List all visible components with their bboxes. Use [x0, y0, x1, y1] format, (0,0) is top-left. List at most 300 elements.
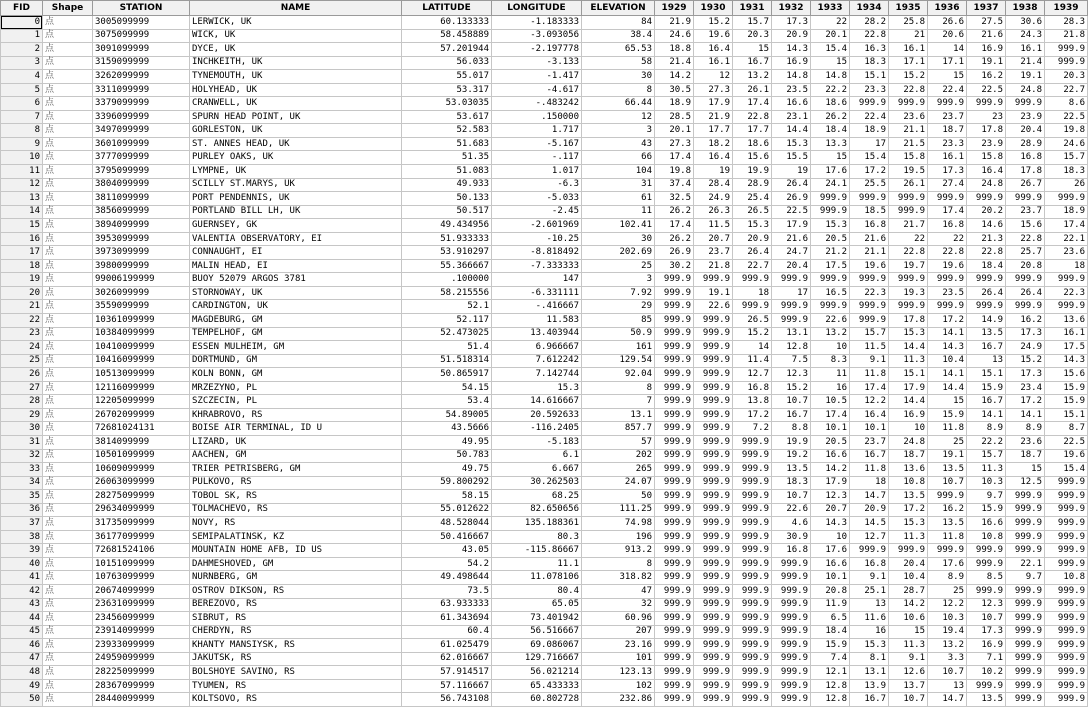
name-cell[interactable]: SIBRUT, RS: [190, 612, 402, 626]
name-cell[interactable]: BUOY 52079 ARGOS 3781: [190, 273, 402, 287]
cell[interactable]: 15.3: [850, 639, 889, 653]
shape-cell[interactable]: 点: [43, 246, 93, 260]
row-id-cell[interactable]: 30: [1, 422, 43, 436]
cell[interactable]: 12.2: [850, 395, 889, 409]
cell[interactable]: 999.9: [733, 503, 772, 517]
shape-cell[interactable]: 点: [43, 503, 93, 517]
cell[interactable]: 8.9: [928, 571, 967, 585]
cell[interactable]: 22.8: [928, 246, 967, 260]
cell[interactable]: 25.7: [1006, 246, 1045, 260]
station-cell[interactable]: 28367099999: [93, 679, 190, 693]
cell[interactable]: 50.9: [582, 327, 655, 341]
cell[interactable]: 999.9: [733, 584, 772, 598]
cell[interactable]: 999.9: [1006, 598, 1045, 612]
cell[interactable]: -5.167: [492, 137, 582, 151]
cell[interactable]: 14.2: [889, 598, 928, 612]
table-row[interactable]: [1, 463, 1088, 477]
table-row[interactable]: [1, 137, 1088, 151]
cell[interactable]: 16.2: [1006, 314, 1045, 328]
cell[interactable]: 27.3: [655, 137, 694, 151]
cell[interactable]: 8.9: [967, 422, 1006, 436]
cell[interactable]: 49.498644: [402, 571, 492, 585]
name-cell[interactable]: PORTLAND BILL LH, UK: [190, 205, 402, 219]
table-row[interactable]: [1, 124, 1088, 138]
table-row[interactable]: [1, 341, 1088, 355]
row-id-cell[interactable]: 19: [1, 273, 43, 287]
cell[interactable]: 30.5: [655, 83, 694, 97]
station-cell[interactable]: 26063099999: [93, 476, 190, 490]
cell[interactable]: 11: [811, 368, 850, 382]
cell[interactable]: 14.4: [772, 124, 811, 138]
cell[interactable]: 999.9: [655, 300, 694, 314]
station-cell[interactable]: 10513099999: [93, 368, 190, 382]
cell[interactable]: 54.2: [402, 557, 492, 571]
cell[interactable]: 23.7: [1006, 205, 1045, 219]
column-header-1937[interactable]: 1937: [967, 1, 1006, 16]
cell[interactable]: 129.54: [582, 354, 655, 368]
cell[interactable]: 16.6: [811, 449, 850, 463]
cell[interactable]: 19.1: [1006, 70, 1045, 84]
cell[interactable]: 18.3: [850, 56, 889, 70]
cell[interactable]: 47: [582, 584, 655, 598]
cell[interactable]: 23.7: [850, 435, 889, 449]
row-id-cell[interactable]: 7: [1, 110, 43, 124]
cell[interactable]: 15.2: [772, 381, 811, 395]
cell[interactable]: 11.8: [928, 422, 967, 436]
shape-cell[interactable]: 点: [43, 652, 93, 666]
cell[interactable]: 18: [733, 286, 772, 300]
shape-cell[interactable]: 点: [43, 625, 93, 639]
cell[interactable]: 15.2: [733, 327, 772, 341]
cell[interactable]: 10.7: [889, 693, 928, 707]
shape-cell[interactable]: 点: [43, 97, 93, 111]
cell[interactable]: 15.7: [733, 16, 772, 30]
cell[interactable]: 23.7: [694, 246, 733, 260]
cell[interactable]: 999.9: [733, 598, 772, 612]
cell[interactable]: 22.7: [733, 259, 772, 273]
cell[interactable]: 17.6: [811, 165, 850, 179]
cell[interactable]: 999.9: [928, 300, 967, 314]
station-cell[interactable]: 3601099999: [93, 137, 190, 151]
cell[interactable]: 15.9: [928, 408, 967, 422]
row-id-cell[interactable]: 22: [1, 314, 43, 328]
cell[interactable]: 18.4: [811, 124, 850, 138]
station-cell[interactable]: 3814099999: [93, 435, 190, 449]
cell[interactable]: 18.6: [811, 97, 850, 111]
cell[interactable]: 9.1: [850, 354, 889, 368]
cell[interactable]: 15.6: [1045, 368, 1088, 382]
cell[interactable]: 22.1: [1006, 557, 1045, 571]
cell[interactable]: 26.7: [1006, 178, 1045, 192]
station-cell[interactable]: 3973099999: [93, 246, 190, 260]
cell[interactable]: 18.4: [967, 259, 1006, 273]
cell[interactable]: 999.9: [694, 273, 733, 287]
cell[interactable]: 161: [582, 341, 655, 355]
name-cell[interactable]: TEMPELHOF, GM: [190, 327, 402, 341]
cell[interactable]: 59.800292: [402, 476, 492, 490]
cell[interactable]: 999.9: [889, 300, 928, 314]
station-cell[interactable]: 3953099999: [93, 232, 190, 246]
shape-cell[interactable]: 点: [43, 124, 93, 138]
cell[interactable]: 999.9: [1006, 300, 1045, 314]
cell[interactable]: 11.5: [694, 219, 733, 233]
cell[interactable]: 15.1: [1045, 408, 1088, 422]
cell[interactable]: 999.9: [655, 652, 694, 666]
row-id-cell[interactable]: 49: [1, 679, 43, 693]
cell[interactable]: 28.2: [850, 16, 889, 30]
row-id-cell[interactable]: 16: [1, 232, 43, 246]
table-row[interactable]: [1, 327, 1088, 341]
name-cell[interactable]: TOBOL SK, RS: [190, 490, 402, 504]
cell[interactable]: -1.183333: [492, 16, 582, 30]
name-cell[interactable]: KOLN BONN, GM: [190, 368, 402, 382]
column-header-1929[interactable]: 1929: [655, 1, 694, 16]
cell[interactable]: 21.3: [967, 232, 1006, 246]
cell[interactable]: 202: [582, 449, 655, 463]
name-cell[interactable]: VALENTIA OBSERVATORY, EI: [190, 232, 402, 246]
cell[interactable]: 999.9: [694, 341, 733, 355]
cell[interactable]: 999.9: [967, 584, 1006, 598]
cell[interactable]: 19.1: [967, 56, 1006, 70]
cell[interactable]: 857.7: [582, 422, 655, 436]
row-id-cell[interactable]: 26: [1, 368, 43, 382]
cell[interactable]: 7.2: [733, 422, 772, 436]
cell[interactable]: 16.1: [694, 56, 733, 70]
cell[interactable]: 49.933: [402, 178, 492, 192]
row-id-cell[interactable]: 46: [1, 639, 43, 653]
cell[interactable]: 53.317: [402, 83, 492, 97]
cell[interactable]: 23.9: [1006, 110, 1045, 124]
cell[interactable]: 10.8: [967, 530, 1006, 544]
cell[interactable]: 29: [582, 300, 655, 314]
cell[interactable]: 999.9: [1006, 652, 1045, 666]
cell[interactable]: 73.401942: [492, 612, 582, 626]
cell[interactable]: 999.9: [889, 544, 928, 558]
cell[interactable]: 999.9: [1045, 490, 1088, 504]
cell[interactable]: 58.458889: [402, 29, 492, 43]
table-row[interactable]: [1, 408, 1088, 422]
cell[interactable]: 16.1: [928, 151, 967, 165]
cell[interactable]: 16.7: [967, 341, 1006, 355]
cell[interactable]: 18.4: [811, 625, 850, 639]
cell[interactable]: 21.2: [811, 246, 850, 260]
cell[interactable]: 23.6: [1045, 246, 1088, 260]
cell[interactable]: 17.5: [1045, 341, 1088, 355]
cell[interactable]: 24.8: [967, 178, 1006, 192]
cell[interactable]: 999.9: [733, 490, 772, 504]
shape-cell[interactable]: 点: [43, 449, 93, 463]
cell[interactable]: 14.3: [772, 43, 811, 57]
cell[interactable]: 17.8: [889, 314, 928, 328]
cell[interactable]: 999.9: [811, 205, 850, 219]
cell[interactable]: 999.9: [889, 97, 928, 111]
cell[interactable]: 17.7: [733, 124, 772, 138]
row-id-cell[interactable]: 20: [1, 286, 43, 300]
cell[interactable]: 21.6: [967, 29, 1006, 43]
cell[interactable]: 14.7: [850, 490, 889, 504]
station-cell[interactable]: 10763099999: [93, 571, 190, 585]
table-row[interactable]: [1, 639, 1088, 653]
cell[interactable]: 15.2: [694, 16, 733, 30]
cell[interactable]: 999.9: [772, 314, 811, 328]
cell[interactable]: 56.516667: [492, 625, 582, 639]
name-cell[interactable]: NOVY, RS: [190, 517, 402, 531]
row-id-cell[interactable]: 23: [1, 327, 43, 341]
shape-cell[interactable]: 点: [43, 598, 93, 612]
cell[interactable]: 37.4: [655, 178, 694, 192]
cell[interactable]: 74.98: [582, 517, 655, 531]
name-cell[interactable]: CARDINGTON, UK: [190, 300, 402, 314]
cell[interactable]: 12.6: [889, 666, 928, 680]
cell[interactable]: 999.9: [694, 449, 733, 463]
cell[interactable]: 12.5: [1006, 476, 1045, 490]
cell[interactable]: 18.7: [889, 449, 928, 463]
cell[interactable]: 999.9: [655, 408, 694, 422]
table-row[interactable]: [1, 56, 1088, 70]
cell[interactable]: 65.433333: [492, 679, 582, 693]
row-id-cell[interactable]: 0: [1, 16, 43, 30]
name-cell[interactable]: CONNAUGHT, EI: [190, 246, 402, 260]
cell[interactable]: 8.1: [850, 652, 889, 666]
cell[interactable]: 1.017: [492, 165, 582, 179]
cell[interactable]: 999.9: [1006, 490, 1045, 504]
cell[interactable]: 15.6: [733, 151, 772, 165]
name-cell[interactable]: SPURN HEAD POINT, UK: [190, 110, 402, 124]
cell[interactable]: 21.7: [889, 219, 928, 233]
cell[interactable]: 21.5: [889, 137, 928, 151]
cell[interactable]: 999.9: [694, 381, 733, 395]
cell[interactable]: 999.9: [1006, 530, 1045, 544]
cell[interactable]: 25: [928, 584, 967, 598]
cell[interactable]: 999.9: [967, 557, 1006, 571]
cell[interactable]: 999.9: [694, 422, 733, 436]
cell[interactable]: 999.9: [1045, 598, 1088, 612]
cell[interactable]: 92.04: [582, 368, 655, 382]
cell[interactable]: 999.9: [655, 354, 694, 368]
station-cell[interactable]: 3075099999: [93, 29, 190, 43]
name-cell[interactable]: HOLYHEAD, UK: [190, 83, 402, 97]
shape-cell[interactable]: 点: [43, 151, 93, 165]
cell[interactable]: 999.9: [811, 273, 850, 287]
cell[interactable]: 28.4: [694, 178, 733, 192]
cell[interactable]: 84: [582, 16, 655, 30]
cell[interactable]: 51.083: [402, 165, 492, 179]
shape-cell[interactable]: 点: [43, 422, 93, 436]
cell[interactable]: 19: [694, 165, 733, 179]
cell[interactable]: 80.3: [492, 530, 582, 544]
cell[interactable]: 20.1: [655, 124, 694, 138]
column-header-1933[interactable]: 1933: [811, 1, 850, 16]
cell[interactable]: 999.9: [655, 476, 694, 490]
cell[interactable]: -5.033: [492, 192, 582, 206]
cell[interactable]: 58: [582, 56, 655, 70]
column-header-1939[interactable]: 1939: [1045, 1, 1088, 16]
cell[interactable]: 15.9: [967, 381, 1006, 395]
cell[interactable]: 17.1: [928, 56, 967, 70]
cell[interactable]: 999.9: [733, 679, 772, 693]
cell[interactable]: 999.9: [694, 612, 733, 626]
cell[interactable]: 22.5: [772, 205, 811, 219]
name-cell[interactable]: CRANWELL, UK: [190, 97, 402, 111]
row-id-cell[interactable]: 36: [1, 503, 43, 517]
cell[interactable]: 16.4: [694, 151, 733, 165]
cell[interactable]: 15.3: [889, 327, 928, 341]
cell[interactable]: 22.1: [1045, 232, 1088, 246]
cell[interactable]: -.117: [492, 151, 582, 165]
cell[interactable]: 19.6: [850, 259, 889, 273]
cell[interactable]: 999.9: [1006, 192, 1045, 206]
cell[interactable]: 53.03035: [402, 97, 492, 111]
cell[interactable]: 19.4: [928, 625, 967, 639]
cell[interactable]: 999.9: [928, 544, 967, 558]
cell[interactable]: 999.9: [1006, 97, 1045, 111]
table-row[interactable]: [1, 110, 1088, 124]
cell[interactable]: 999.9: [1045, 300, 1088, 314]
cell[interactable]: 15.8: [967, 151, 1006, 165]
station-cell[interactable]: 23456099999: [93, 612, 190, 626]
cell[interactable]: 27.3: [694, 83, 733, 97]
table-row[interactable]: [1, 16, 1088, 30]
cell[interactable]: 26.2: [811, 110, 850, 124]
station-cell[interactable]: 29634099999: [93, 503, 190, 517]
cell[interactable]: 51.518314: [402, 354, 492, 368]
cell[interactable]: 16.1: [1006, 43, 1045, 57]
cell[interactable]: 15.4: [1045, 463, 1088, 477]
cell[interactable]: 14.4: [889, 341, 928, 355]
cell[interactable]: 20.7: [694, 232, 733, 246]
cell[interactable]: 999.9: [967, 97, 1006, 111]
cell[interactable]: 999.9: [733, 463, 772, 477]
cell[interactable]: 17.9: [811, 476, 850, 490]
cell[interactable]: 17.5: [811, 259, 850, 273]
cell[interactable]: 23.3: [928, 137, 967, 151]
cell[interactable]: 999.9: [1045, 625, 1088, 639]
cell[interactable]: 24.6: [655, 29, 694, 43]
column-header-1930[interactable]: 1930: [694, 1, 733, 16]
cell[interactable]: 43.5666: [402, 422, 492, 436]
cell[interactable]: 19.8: [1045, 124, 1088, 138]
cell[interactable]: 15.1: [889, 368, 928, 382]
cell[interactable]: 10.7: [928, 666, 967, 680]
cell[interactable]: 85: [582, 314, 655, 328]
cell[interactable]: -3.093056: [492, 29, 582, 43]
cell[interactable]: 8.5: [967, 571, 1006, 585]
cell[interactable]: 54.15: [402, 381, 492, 395]
cell[interactable]: 9.7: [1006, 571, 1045, 585]
shape-cell[interactable]: 点: [43, 341, 93, 355]
cell[interactable]: 999.9: [694, 368, 733, 382]
cell[interactable]: 13: [967, 354, 1006, 368]
cell[interactable]: 22.2: [967, 435, 1006, 449]
cell[interactable]: 61.025479: [402, 639, 492, 653]
cell[interactable]: 20.9: [772, 29, 811, 43]
cell[interactable]: 999.9: [694, 679, 733, 693]
row-id-cell[interactable]: 25: [1, 354, 43, 368]
cell[interactable]: 16.8: [928, 219, 967, 233]
cell[interactable]: 53.617: [402, 110, 492, 124]
station-cell[interactable]: 3804099999: [93, 178, 190, 192]
cell[interactable]: 10.2: [967, 666, 1006, 680]
shape-cell[interactable]: 点: [43, 693, 93, 707]
cell[interactable]: 3: [582, 124, 655, 138]
cell[interactable]: 61.343694: [402, 612, 492, 626]
cell[interactable]: 101: [582, 652, 655, 666]
cell[interactable]: 10.7: [967, 612, 1006, 626]
table-row[interactable]: [1, 368, 1088, 382]
cell[interactable]: 23.6: [1006, 435, 1045, 449]
cell[interactable]: 55.017: [402, 70, 492, 84]
shape-cell[interactable]: 点: [43, 205, 93, 219]
cell[interactable]: 26.5: [733, 205, 772, 219]
cell[interactable]: 6.5: [811, 612, 850, 626]
cell[interactable]: 999.9: [655, 449, 694, 463]
cell[interactable]: 999.9: [694, 639, 733, 653]
cell[interactable]: 66.44: [582, 97, 655, 111]
station-cell[interactable]: 3777099999: [93, 151, 190, 165]
cell[interactable]: 24.8: [1006, 83, 1045, 97]
row-id-cell[interactable]: 24: [1, 341, 43, 355]
cell[interactable]: 16.1: [1045, 327, 1088, 341]
name-cell[interactable]: PULKOVO, RS: [190, 476, 402, 490]
cell[interactable]: 10.5: [811, 395, 850, 409]
table-row[interactable]: [1, 652, 1088, 666]
cell[interactable]: 50.783: [402, 449, 492, 463]
cell[interactable]: 17.4: [655, 219, 694, 233]
cell[interactable]: 14: [733, 341, 772, 355]
row-id-cell[interactable]: 17: [1, 246, 43, 260]
cell[interactable]: 11.8: [850, 463, 889, 477]
cell[interactable]: -.483242: [492, 97, 582, 111]
cell[interactable]: 999.9: [733, 273, 772, 287]
cell[interactable]: 10.7: [772, 395, 811, 409]
cell[interactable]: 16: [811, 381, 850, 395]
cell[interactable]: 999.9: [655, 463, 694, 477]
cell[interactable]: 10.7: [928, 476, 967, 490]
shape-cell[interactable]: 点: [43, 368, 93, 382]
cell[interactable]: 999.9: [772, 652, 811, 666]
cell[interactable]: 999.9: [655, 679, 694, 693]
row-id-cell[interactable]: 32: [1, 449, 43, 463]
table-row[interactable]: [1, 544, 1088, 558]
cell[interactable]: 15: [733, 43, 772, 57]
cell[interactable]: 999.9: [733, 625, 772, 639]
cell[interactable]: 7.142744: [492, 368, 582, 382]
cell[interactable]: 24.7: [772, 246, 811, 260]
cell[interactable]: 999.9: [655, 544, 694, 558]
cell[interactable]: 16: [850, 625, 889, 639]
cell[interactable]: 8: [582, 381, 655, 395]
cell[interactable]: 3.3: [928, 652, 967, 666]
cell[interactable]: 17.3: [1006, 368, 1045, 382]
cell[interactable]: 21.1: [850, 246, 889, 260]
cell[interactable]: 999.9: [850, 544, 889, 558]
cell[interactable]: 16.3: [850, 43, 889, 57]
cell[interactable]: -6.3: [492, 178, 582, 192]
cell[interactable]: 13.1: [582, 408, 655, 422]
cell[interactable]: 24.07: [582, 476, 655, 490]
cell[interactable]: 11.078106: [492, 571, 582, 585]
cell[interactable]: 30: [582, 232, 655, 246]
table-row[interactable]: [1, 246, 1088, 260]
cell[interactable]: 15.1: [850, 70, 889, 84]
cell[interactable]: 16.8: [850, 219, 889, 233]
station-cell[interactable]: 3091099999: [93, 43, 190, 57]
cell[interactable]: 58.15: [402, 490, 492, 504]
cell[interactable]: 999.9: [733, 693, 772, 707]
cell[interactable]: 13.6: [1045, 314, 1088, 328]
row-id-cell[interactable]: 14: [1, 205, 43, 219]
cell[interactable]: 52.473025: [402, 327, 492, 341]
